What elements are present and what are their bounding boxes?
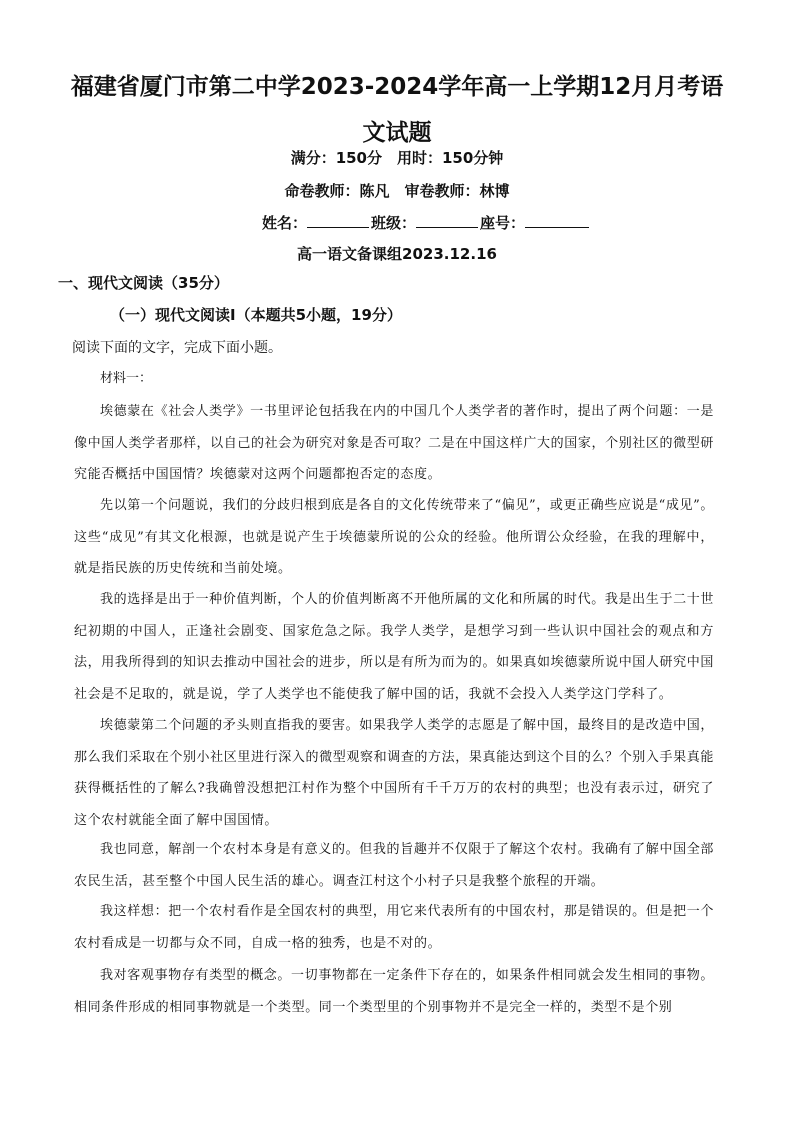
section-heading: 一、现代文阅读（35分）	[58, 274, 229, 292]
score-time-line: 满分：150分 用时：150分钟	[290, 149, 504, 167]
paragraph: 我这样想：把一个农村看作是全国农村的典型，用它来代表所有的中国农村，那是错误的。但是把一个农村看成是一切都与众不同，自成一格的独秀，也是不对的。	[74, 904, 714, 951]
name-blank[interactable]	[307, 213, 369, 228]
paragraph: 先以第一个问题说，我们的分歧归根到底是各自的文化传统带来了“偏见”，或更正确些应说是“成见”。这些“成见”有其文化根源，也就是说产生于埃德蒙所说的公众的经验。他所谓公众经验，在我的理解中，就是指民族的历史传统和当前处境。	[74, 498, 714, 576]
paragraph: 埃德蒙在《社会人类学》一书里评论包括我在内的中国几个人类学者的著作时，提出了两个问题：一是像中国人类学者那样，以自己的社会为研究对象是否可取？二是在中国这样广大的国家，个别社区的微型研究能否概括中国国情？埃德蒙对这两个问题都抱否定的态度。	[74, 404, 714, 482]
seat-blank[interactable]	[525, 213, 589, 228]
material-label: 材料一：	[100, 371, 153, 386]
paragraph: 我也同意，解剖一个农村本身是有意义的。但我的旨趣并不仅限于了解这个农村。我确有了解中国全部农民生活，甚至整个中国人民生活的雄心。调查江村这个小村子只是我整个旅程的开端。	[74, 842, 714, 889]
instruction-text: 阅读下面的文字，完成下面小题。	[72, 340, 282, 356]
seat-label: 座号：	[480, 214, 526, 232]
teachers-line: 命卷教师：陈凡 审卷教师：林博	[284, 182, 510, 200]
exam-title: 福建省厦门市第二中学2023-2024学年高一上学期12月月考语文试题	[70, 74, 724, 146]
paragraph: 埃德蒙第二个问题的矛头则直指我的要害。如果我学人类学的志愿是了解中国，最终目的是改造中国，那么我们采取在个别小社区里进行深入的微型观察和调查的方法，果真能达到这个目的么？个别入手果真能获得概括性的了解么?我确曾没想把江村作为整个中国所有千千万万的农村的典型；也没有表示过，研究了这个农村就能全面了解中国国情。	[74, 718, 714, 828]
name-label: 姓名：	[262, 214, 308, 232]
student-info-line	[262, 212, 602, 234]
paragraph: 我对客观事物存有类型的概念。一切事物都在一定条件下存在的，如果条件相同就会发生相同的事物。相同条件形成的相同事物就是一个类型。同一个类型里的个别事物并不是完全一样的，类型不是个别	[74, 968, 714, 1015]
class-blank[interactable]	[416, 213, 478, 228]
class-label: 班级：	[371, 214, 417, 232]
section-subheading: （一）现代文阅读Ⅰ（本题共5小题，19分）	[110, 306, 402, 324]
paragraph: 我的选择是出于一种价值判断，个人的价值判断离不开他所属的文化和所属的时代。我是出生于二十世纪初期的中国人，正逢社会剧变、国家危急之际。我学人类学，是想学习到一些认识中国社会的观点和方法，用我所得到的知识去推动中国社会的进步，所以是有所为而为的。如果真如埃德蒙所说中国人研究中国社会是不足取的，就是说，学了人类学也不能使我了解中国的话，我就不会投入人类学这门学科了。	[74, 592, 714, 702]
group-line: 高一语文备课组2023.12.16	[297, 245, 497, 263]
